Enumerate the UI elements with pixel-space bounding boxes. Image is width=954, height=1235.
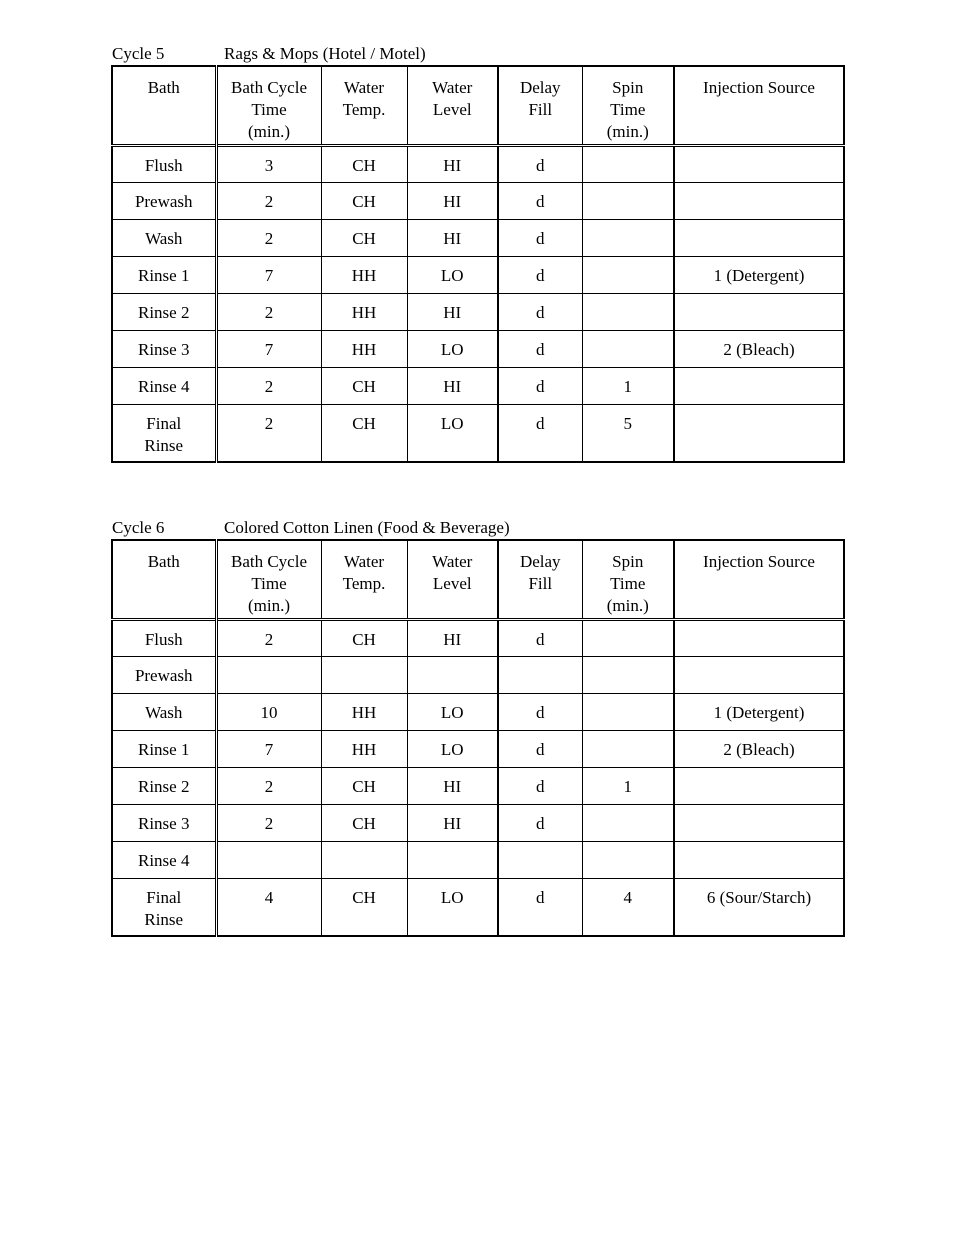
cell-delay-fill: d (498, 404, 582, 462)
header-line: (min.) (247, 122, 291, 141)
cell-water-temp: CH (321, 767, 407, 804)
cell-delay-fill (498, 841, 582, 878)
cycle-heading (111, 517, 843, 539)
cell-delay-fill: d (498, 219, 582, 256)
cycle-heading (111, 43, 843, 65)
table-row (112, 330, 844, 367)
header-line: Time (610, 100, 646, 119)
cell-delay-fill: d (498, 182, 582, 219)
column-header-delay-fill (498, 540, 582, 619)
header-line: Water (432, 78, 473, 97)
column-header-cycle-time (216, 66, 321, 145)
header-line: Spin (612, 552, 644, 571)
cell-water-level: HI (407, 145, 498, 182)
header-line: Bath (147, 552, 180, 571)
cell-water-temp: CH (321, 404, 407, 462)
cell-spin-time: 1 (582, 767, 674, 804)
column-header-water-temp (321, 66, 407, 145)
table-row (112, 256, 844, 293)
column-header-water-temp (321, 540, 407, 619)
cell-delay-fill: d (498, 693, 582, 730)
cell-water-level: LO (407, 256, 498, 293)
cell-delay-fill: d (498, 330, 582, 367)
cell-cycle-time: 10 (216, 693, 321, 730)
cell-delay-fill: d (498, 145, 582, 182)
cell-water-level: LO (407, 730, 498, 767)
header-line: Water (432, 552, 473, 571)
column-header-water-level (407, 540, 498, 619)
cell-bath (112, 878, 216, 936)
cell-injection-source (674, 841, 844, 878)
table-row (112, 404, 844, 462)
cell-delay-fill: d (498, 730, 582, 767)
cell-cycle-time: 2 (216, 804, 321, 841)
column-header-water-level (407, 66, 498, 145)
header-line: Bath Cycle (230, 552, 307, 571)
cell-bath: Rinse 3 (112, 330, 216, 367)
table-row (112, 182, 844, 219)
cell-bath: Rinse 1 (112, 730, 216, 767)
cell-spin-time (582, 804, 674, 841)
cell-cycle-time: 2 (216, 219, 321, 256)
cell-injection-source (674, 293, 844, 330)
cell-spin-time: 5 (582, 404, 674, 462)
cell-spin-time (582, 330, 674, 367)
cell-water-temp: CH (321, 367, 407, 404)
table-row (112, 219, 844, 256)
table-row (112, 878, 844, 936)
header-line: Temp. (342, 574, 386, 593)
cell-delay-fill: d (498, 367, 582, 404)
cell-water-level: LO (407, 404, 498, 462)
header-line: Time (251, 574, 287, 593)
cell-cycle-time: 7 (216, 730, 321, 767)
header-line: Fill (528, 574, 553, 593)
table-row (112, 293, 844, 330)
table-row (112, 367, 844, 404)
cell-spin-time: 4 (582, 878, 674, 936)
cell-injection-source: 2 (Bleach) (674, 330, 844, 367)
header-line: (min.) (606, 122, 649, 141)
cell-delay-fill: d (498, 619, 582, 656)
cell-injection-source (674, 656, 844, 693)
cell-cycle-time: 7 (216, 256, 321, 293)
cell-cycle-time: 2 (216, 367, 321, 404)
cell-water-temp: CH (321, 619, 407, 656)
cycle-label: Cycle 5 (112, 44, 165, 63)
table-row (112, 841, 844, 878)
cell-water-temp: HH (321, 693, 407, 730)
cell-injection-source (674, 367, 844, 404)
cell-injection-source (674, 145, 844, 182)
column-header-spin-time (582, 540, 674, 619)
cell-bath: Rinse 3 (112, 804, 216, 841)
column-header-cycle-time (216, 540, 321, 619)
cell-bath: Flush (112, 619, 216, 656)
cycle-label: Cycle 6 (112, 518, 165, 537)
header-line: Temp. (342, 100, 386, 119)
cell-injection-source (674, 182, 844, 219)
cell-spin-time (582, 693, 674, 730)
cell-bath: Rinse 1 (112, 256, 216, 293)
cell-water-level: HI (407, 619, 498, 656)
cell-water-temp: HH (321, 293, 407, 330)
cell-water-temp: HH (321, 730, 407, 767)
header-line: Time (610, 574, 646, 593)
bath-line: Final (146, 413, 182, 433)
cell-water-level: LO (407, 693, 498, 730)
cell-spin-time (582, 656, 674, 693)
column-header-bath (112, 540, 216, 619)
cell-water-temp (321, 841, 407, 878)
bath-line: Final (146, 887, 182, 907)
header-row (112, 66, 844, 145)
cell-spin-time (582, 182, 674, 219)
table-row (112, 145, 844, 182)
cell-bath: Rinse 4 (112, 367, 216, 404)
cell-spin-time (582, 293, 674, 330)
table-row (112, 730, 844, 767)
cell-water-temp: CH (321, 878, 407, 936)
cell-spin-time (582, 219, 674, 256)
cell-water-level: LO (407, 330, 498, 367)
cell-spin-time (582, 841, 674, 878)
cell-cycle-time: 2 (216, 619, 321, 656)
header-line: Injection Source (703, 78, 815, 97)
cycle-table (111, 65, 845, 463)
table-row (112, 693, 844, 730)
cell-cycle-time: 7 (216, 330, 321, 367)
cell-delay-fill (498, 656, 582, 693)
header-line: (min.) (247, 596, 291, 615)
header-line: Spin (612, 78, 644, 97)
cycle-table (111, 539, 845, 937)
cell-injection-source (674, 619, 844, 656)
cell-cycle-time: 2 (216, 293, 321, 330)
cell-delay-fill: d (498, 804, 582, 841)
header-line: Fill (528, 100, 553, 119)
cell-water-level: HI (407, 293, 498, 330)
bath-line: Rinse (144, 435, 184, 455)
cycle-description: Rags & Mops (Hotel / Motel) (224, 44, 426, 63)
header-line: (min.) (606, 596, 649, 615)
cell-bath: Wash (112, 219, 216, 256)
cell-spin-time (582, 730, 674, 767)
column-header-bath (112, 66, 216, 145)
header-line: Level (432, 574, 472, 593)
cell-cycle-time (216, 841, 321, 878)
cell-water-temp: HH (321, 256, 407, 293)
header-line: Water (343, 552, 385, 571)
cell-water-temp (321, 656, 407, 693)
header-line: Delay (519, 78, 561, 97)
cell-cycle-time: 2 (216, 767, 321, 804)
cell-spin-time: 1 (582, 367, 674, 404)
cell-water-temp: HH (321, 330, 407, 367)
header-line: Injection Source (703, 552, 815, 571)
cell-water-level: HI (407, 367, 498, 404)
cell-injection-source (674, 804, 844, 841)
cell-bath: Prewash (112, 656, 216, 693)
cell-bath: Rinse 4 (112, 841, 216, 878)
header-row (112, 540, 844, 619)
cell-delay-fill: d (498, 293, 582, 330)
table-row (112, 804, 844, 841)
cell-water-level: LO (407, 878, 498, 936)
table-row (112, 619, 844, 656)
cell-bath: Prewash (112, 182, 216, 219)
cell-injection-source: 2 (Bleach) (674, 730, 844, 767)
cell-delay-fill: d (498, 767, 582, 804)
cell-water-temp: CH (321, 145, 407, 182)
cell-injection-source (674, 767, 844, 804)
cell-injection-source: 1 (Detergent) (674, 693, 844, 730)
cell-water-level: HI (407, 182, 498, 219)
cycle-description: Colored Cotton Linen (Food & Beverage) (224, 518, 510, 537)
cell-water-temp: CH (321, 182, 407, 219)
cell-bath: Wash (112, 693, 216, 730)
header-line: Delay (519, 552, 561, 571)
cell-water-level (407, 656, 498, 693)
cell-cycle-time: 4 (216, 878, 321, 936)
column-header-injection-source (674, 66, 844, 145)
cell-bath: Flush (112, 145, 216, 182)
cycle-5-section (111, 43, 843, 463)
header-line: Bath (147, 78, 180, 97)
cell-spin-time (582, 256, 674, 293)
header-line: Level (432, 100, 472, 119)
table-row (112, 767, 844, 804)
header-line: Bath Cycle (230, 78, 307, 97)
cell-water-temp: CH (321, 219, 407, 256)
cell-water-level: HI (407, 804, 498, 841)
cell-spin-time (582, 145, 674, 182)
cell-injection-source: 1 (Detergent) (674, 256, 844, 293)
bath-line: Rinse (144, 909, 184, 929)
cell-cycle-time (216, 656, 321, 693)
column-header-delay-fill (498, 66, 582, 145)
cell-water-level: HI (407, 767, 498, 804)
cell-bath (112, 404, 216, 462)
cycle-6-section (111, 517, 843, 937)
cell-water-level: HI (407, 219, 498, 256)
cell-injection-source: 6 (Sour/Starch) (674, 878, 844, 936)
cell-delay-fill: d (498, 878, 582, 936)
cell-cycle-time: 2 (216, 404, 321, 462)
cell-cycle-time: 2 (216, 182, 321, 219)
cell-injection-source (674, 219, 844, 256)
cell-spin-time (582, 619, 674, 656)
table-row (112, 656, 844, 693)
cell-injection-source (674, 404, 844, 462)
cell-bath: Rinse 2 (112, 293, 216, 330)
cell-cycle-time: 3 (216, 145, 321, 182)
header-line: Time (251, 100, 287, 119)
cell-water-level (407, 841, 498, 878)
column-header-spin-time (582, 66, 674, 145)
cell-bath: Rinse 2 (112, 767, 216, 804)
cell-delay-fill: d (498, 256, 582, 293)
header-line: Water (343, 78, 385, 97)
column-header-injection-source (674, 540, 844, 619)
cell-water-temp: CH (321, 804, 407, 841)
